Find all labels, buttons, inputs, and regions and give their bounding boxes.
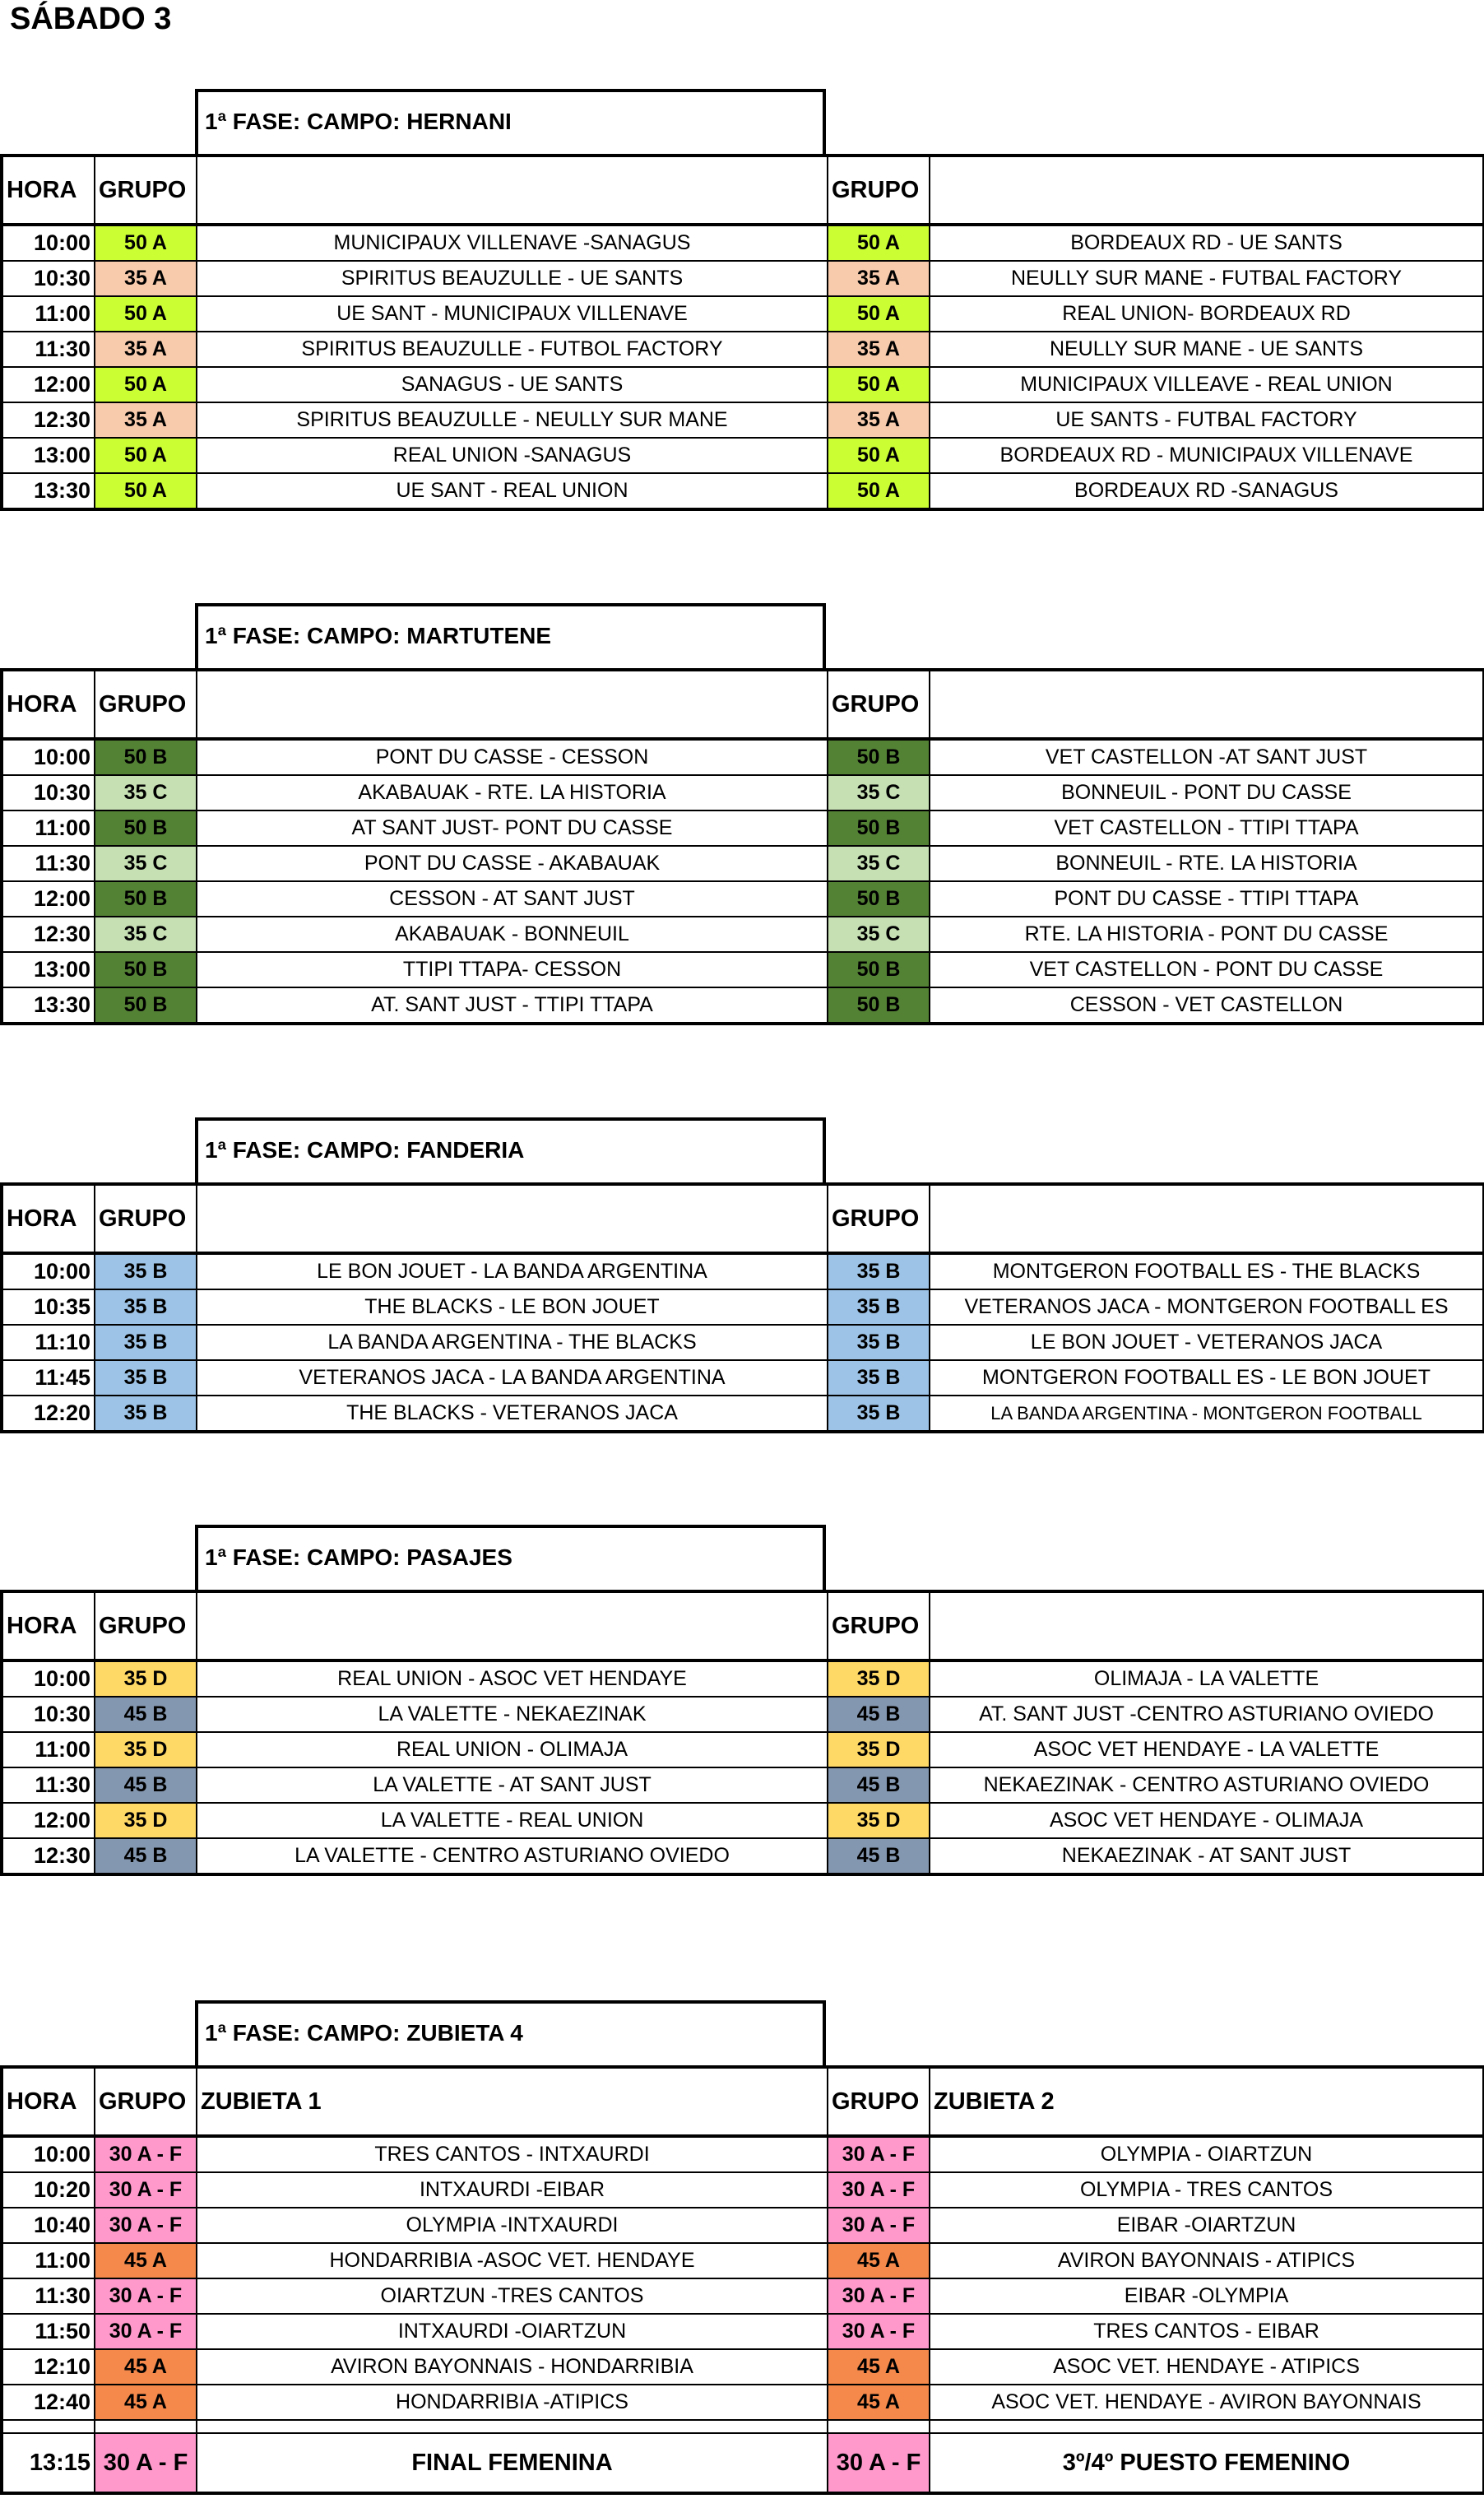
match-time: 10:00 [2,225,95,261]
field-title: 1ª FASE: CAMPO: FANDERIA [195,1117,826,1182]
match-field-2: LA BANDA ARGENTINA - MONTGERON FOOTBALL [930,1396,1484,1432]
group-badge: 35 B [95,1396,197,1432]
empty-cell [2,2420,95,2433]
group-badge: 50 B [95,881,197,917]
field-1-header [197,1184,828,1253]
match-time: 11:50 [2,2314,95,2349]
final-match: FINAL FEMENINA [197,2433,828,2493]
match-field-1: SPIRITUS BEAUZULLE - UE SANTS [197,261,828,296]
match-field-1: THE BLACKS - LE BON JOUET [197,1289,828,1325]
empty-cell [930,2420,1484,2433]
match-field-1: PONT DU CASSE - AKABAUAK [197,846,828,881]
match-time: 11:30 [2,332,95,367]
field-title: 1ª FASE: CAMPO: MARTUTENE [195,603,826,668]
group-badge: 35 A [95,402,197,438]
field-1-header: ZUBIETA 1 [197,2067,828,2136]
grupo-header: GRUPO [828,2067,930,2136]
match-field-2: ASOC VET HENDAYE - OLIMAJA [930,1803,1484,1838]
match-field-2: BORDEAUX RD - UE SANTS [930,225,1484,261]
group-badge: 50 A [828,367,930,402]
group-badge: 35 B [828,1360,930,1396]
field-title: 1ª FASE: CAMPO: ZUBIETA 4 [195,2000,826,2065]
group-badge: 50 B [828,952,930,987]
grupo-header: GRUPO [95,670,197,739]
grupo-header: GRUPO [95,1184,197,1253]
match-field-2: VET CASTELLON - PONT DU CASSE [930,952,1484,987]
field-2-header [930,1591,1484,1660]
match-row [2,1325,1484,1360]
match-field-1: UE SANT - MUNICIPAUX VILLENAVE [197,296,828,332]
match-row [2,2136,1484,2172]
match-field-2: REAL UNION- BORDEAUX RD [930,296,1484,332]
group-badge: 35 A [95,261,197,296]
group-badge: 35 C [828,917,930,952]
group-badge: 45 B [95,1697,197,1732]
group-badge: 35 D [828,1803,930,1838]
group-badge: 45 B [95,1838,197,1874]
match-field-1: CESSON - AT SANT JUST [197,881,828,917]
match-time: 11:00 [2,1732,95,1767]
group-badge: 45 A [828,2385,930,2420]
match-time: 13:30 [2,987,95,1024]
schedule-table [0,1590,1484,1876]
field-title: 1ª FASE: CAMPO: HERNANI [195,89,826,154]
group-badge: 50 A [828,225,930,261]
group-badge: 45 A [828,2349,930,2385]
header-row [2,2067,1484,2136]
match-field-1: MUNICIPAUX VILLENAVE -SANAGUS [197,225,828,261]
grupo-header: GRUPO [95,156,197,225]
group-badge: 35 A [828,402,930,438]
group-badge: 30 A - F [828,2314,930,2349]
match-field-1: LE BON JOUET - LA BANDA ARGENTINA [197,1253,828,1289]
match-field-1: LA BANDA ARGENTINA - THE BLACKS [197,1325,828,1360]
match-field-2: NEULLY SUR MANE - UE SANTS [930,332,1484,367]
match-field-1: REAL UNION - ASOC VET HENDAYE [197,1660,828,1697]
group-badge: 30 A - F [95,2433,197,2493]
match-row [2,952,1484,987]
match-field-1: LA VALETTE - NEKAEZINAK [197,1697,828,1732]
match-row [2,402,1484,438]
match-time: 11:00 [2,810,95,846]
match-field-1: SANAGUS - UE SANTS [197,367,828,402]
match-time: 10:40 [2,2208,95,2243]
match-time: 11:00 [2,296,95,332]
grupo-header: GRUPO [828,1591,930,1660]
group-badge: 50 A [95,367,197,402]
match-row [2,917,1484,952]
group-badge: 35 C [828,775,930,810]
match-field-2: BONNEUIL - PONT DU CASSE [930,775,1484,810]
group-badge: 35 B [828,1396,930,1432]
match-time: 13:00 [2,438,95,473]
match-field-1: LA VALETTE - AT SANT JUST [197,1767,828,1803]
match-field-1: OLYMPIA -INTXAURDI [197,2208,828,2243]
group-badge: 50 A [95,225,197,261]
group-badge: 30 A - F [828,2208,930,2243]
third-place-match: 3º/4º PUESTO FEMENINO [930,2433,1484,2493]
group-badge: 50 B [95,810,197,846]
match-field-2: NEKAEZINAK - AT SANT JUST [930,1838,1484,1874]
group-badge: 50 B [95,952,197,987]
match-time: 12:40 [2,2385,95,2420]
match-field-1: AKABAUAK - BONNEUIL [197,917,828,952]
group-badge: 30 A - F [828,2172,930,2208]
grupo-header: GRUPO [828,156,930,225]
match-field-2: OLYMPIA - OIARTZUN [930,2136,1484,2172]
match-time: 11:30 [2,846,95,881]
match-field-2: MONTGERON FOOTBALL ES - THE BLACKS [930,1253,1484,1289]
match-time: 10:30 [2,1697,95,1732]
hora-header: HORA [2,1184,95,1253]
grupo-header: GRUPO [95,1591,197,1660]
group-badge: 45 A [95,2385,197,2420]
match-field-1: THE BLACKS - VETERANOS JACA [197,1396,828,1432]
match-row [2,438,1484,473]
group-badge: 35 B [95,1289,197,1325]
spacer-row [2,2420,1484,2433]
match-time: 10:00 [2,2136,95,2172]
group-badge: 45 B [828,1838,930,1874]
match-time: 12:00 [2,1803,95,1838]
match-field-2: VET CASTELLON -AT SANT JUST [930,739,1484,775]
match-time: 13:15 [2,2433,95,2493]
match-field-1: UE SANT - REAL UNION [197,473,828,509]
match-row [2,881,1484,917]
group-badge: 30 A - F [95,2136,197,2172]
group-badge: 50 B [95,987,197,1024]
match-time: 11:45 [2,1360,95,1396]
group-badge: 50 B [828,739,930,775]
group-badge: 50 A [95,296,197,332]
match-field-1: AVIRON BAYONNAIS - HONDARRIBIA [197,2349,828,2385]
group-badge: 50 A [828,296,930,332]
match-time: 10:30 [2,261,95,296]
group-badge: 35 D [95,1803,197,1838]
match-field-1: REAL UNION -SANAGUS [197,438,828,473]
schedule-table [0,1182,1484,1433]
group-badge: 50 B [828,810,930,846]
hora-header: HORA [2,1591,95,1660]
hora-header: HORA [2,670,95,739]
match-time: 10:00 [2,1253,95,1289]
match-time: 10:20 [2,2172,95,2208]
match-row [2,775,1484,810]
match-field-2: NEULLY SUR MANE - FUTBAL FACTORY [930,261,1484,296]
group-badge: 50 B [828,987,930,1024]
group-badge: 45 A [95,2349,197,2385]
match-time: 10:35 [2,1289,95,1325]
hora-header: HORA [2,2067,95,2136]
match-time: 11:30 [2,2278,95,2314]
group-badge: 35 D [828,1660,930,1697]
field-2-header [930,670,1484,739]
group-badge: 35 C [95,917,197,952]
match-time: 12:30 [2,917,95,952]
group-badge: 35 D [95,1732,197,1767]
match-row [2,1732,1484,1767]
match-row [2,2243,1484,2278]
match-field-2: ASOC VET HENDAYE - LA VALETTE [930,1732,1484,1767]
header-row [2,1591,1484,1660]
match-field-2: MONTGERON FOOTBALL ES - LE BON JOUET [930,1360,1484,1396]
header-row [2,670,1484,739]
group-badge: 35 B [828,1253,930,1289]
match-field-1: REAL UNION - OLIMAJA [197,1732,828,1767]
match-field-2: AVIRON BAYONNAIS - ATIPICS [930,2243,1484,2278]
grupo-header: GRUPO [828,1184,930,1253]
match-field-1: INTXAURDI -EIBAR [197,2172,828,2208]
match-field-2: BORDEAUX RD -SANAGUS [930,473,1484,509]
match-row [2,2349,1484,2385]
match-field-2: MUNICIPAUX VILLEAVE - REAL UNION [930,367,1484,402]
group-badge: 45 A [828,2243,930,2278]
match-time: 13:30 [2,473,95,509]
schedule-table [0,2065,1484,2495]
group-badge: 35 B [828,1289,930,1325]
match-field-2: OLIMAJA - LA VALETTE [930,1660,1484,1697]
match-field-2: ASOC VET. HENDAYE - AVIRON BAYONNAIS [930,2385,1484,2420]
hora-header: HORA [2,156,95,225]
match-row [2,1360,1484,1396]
schedule-table [0,668,1484,1025]
page-title: SÁBADO 3 [10,2,172,36]
group-badge: 30 A - F [95,2172,197,2208]
grupo-header: GRUPO [828,670,930,739]
group-badge: 35 B [828,1325,930,1360]
match-row [2,987,1484,1024]
match-time: 12:00 [2,881,95,917]
match-field-2: PONT DU CASSE - TTIPI TTAPA [930,881,1484,917]
match-time: 10:00 [2,739,95,775]
group-badge: 35 C [95,846,197,881]
group-badge: 45 B [95,1767,197,1803]
group-badge: 50 A [828,473,930,509]
field-title: 1ª FASE: CAMPO: PASAJES [195,1525,826,1590]
match-row [2,1767,1484,1803]
group-badge: 45 A [95,2243,197,2278]
match-row [2,1289,1484,1325]
match-time: 11:10 [2,1325,95,1360]
match-row [2,2278,1484,2314]
match-row [2,1660,1484,1697]
match-row [2,473,1484,509]
match-field-1: AT SANT JUST- PONT DU CASSE [197,810,828,846]
group-badge: 30 A - F [828,2136,930,2172]
match-field-1: AKABAUAK - RTE. LA HISTORIA [197,775,828,810]
match-row [2,1803,1484,1838]
match-row [2,367,1484,402]
match-row [2,739,1484,775]
match-row [2,2208,1484,2243]
match-field-1: HONDARRIBIA -ATIPICS [197,2385,828,2420]
field-1-header [197,670,828,739]
match-field-2: OLYMPIA - TRES CANTOS [930,2172,1484,2208]
match-field-2: BONNEUIL - RTE. LA HISTORIA [930,846,1484,881]
match-field-1: TTIPI TTAPA- CESSON [197,952,828,987]
group-badge: 50 B [95,739,197,775]
match-field-1: LA VALETTE - CENTRO ASTURIANO OVIEDO [197,1838,828,1874]
group-badge: 35 A [828,332,930,367]
group-badge: 50 A [95,473,197,509]
match-field-2: LE BON JOUET - VETERANOS JACA [930,1325,1484,1360]
match-field-2: AT. SANT JUST -CENTRO ASTURIANO OVIEDO [930,1697,1484,1732]
match-row [2,225,1484,261]
group-badge: 30 A - F [95,2278,197,2314]
match-field-2: VET CASTELLON - TTIPI TTAPA [930,810,1484,846]
match-field-1: TRES CANTOS - INTXAURDI [197,2136,828,2172]
field-2-header: ZUBIETA 2 [930,2067,1484,2136]
match-field-2: CESSON - VET CASTELLON [930,987,1484,1024]
match-field-2: EIBAR -OIARTZUN [930,2208,1484,2243]
match-field-1: HONDARRIBIA -ASOC VET. HENDAYE [197,2243,828,2278]
match-field-1: SPIRITUS BEAUZULLE - FUTBOL FACTORY [197,332,828,367]
field-2-header [930,1184,1484,1253]
match-field-2: TRES CANTOS - EIBAR [930,2314,1484,2349]
grupo-header: GRUPO [95,2067,197,2136]
match-time: 12:30 [2,1838,95,1874]
field-1-header [197,156,828,225]
match-row [2,261,1484,296]
empty-cell [95,2420,197,2433]
match-field-2: VETERANOS JACA - MONTGERON FOOTBALL ES [930,1289,1484,1325]
match-time: 10:00 [2,1660,95,1697]
match-field-1: OIARTZUN -TRES CANTOS [197,2278,828,2314]
match-row [2,846,1484,881]
group-badge: 35 D [95,1660,197,1697]
match-time: 10:30 [2,775,95,810]
match-field-2: UE SANTS - FUTBAL FACTORY [930,402,1484,438]
match-field-1: LA VALETTE - REAL UNION [197,1803,828,1838]
header-row [2,1184,1484,1253]
match-row [2,1253,1484,1289]
group-badge: 35 A [95,332,197,367]
match-field-2: NEKAEZINAK - CENTRO ASTURIANO OVIEDO [930,1767,1484,1803]
group-badge: 35 C [95,775,197,810]
match-row [2,2172,1484,2208]
match-field-1: INTXAURDI -OIARTZUN [197,2314,828,2349]
group-badge: 45 B [828,1767,930,1803]
schedule-table [0,154,1484,511]
match-time: 11:00 [2,2243,95,2278]
group-badge: 35 C [828,846,930,881]
match-field-1: PONT DU CASSE - CESSON [197,739,828,775]
field-2-header [930,156,1484,225]
match-field-1: SPIRITUS BEAUZULLE - NEULLY SUR MANE [197,402,828,438]
group-badge: 35 B [95,1360,197,1396]
match-time: 13:00 [2,952,95,987]
group-badge: 35 B [95,1325,197,1360]
match-time: 11:30 [2,1767,95,1803]
match-row [2,332,1484,367]
group-badge: 30 A - F [95,2208,197,2243]
match-time: 12:00 [2,367,95,402]
match-row [2,1838,1484,1874]
group-badge: 50 B [828,881,930,917]
group-badge: 50 A [828,438,930,473]
match-field-1: VETERANOS JACA - LA BANDA ARGENTINA [197,1360,828,1396]
group-badge: 30 A - F [828,2433,930,2493]
field-1-header [197,1591,828,1660]
group-badge: 35 A [828,261,930,296]
match-time: 12:20 [2,1396,95,1432]
group-badge: 35 B [95,1253,197,1289]
match-field-2: RTE. LA HISTORIA - PONT DU CASSE [930,917,1484,952]
match-field-2: ASOC VET. HENDAYE - ATIPICS [930,2349,1484,2385]
match-field-2: EIBAR -OLYMPIA [930,2278,1484,2314]
group-badge: 30 A - F [828,2278,930,2314]
match-row [2,1396,1484,1432]
group-badge: 35 D [828,1732,930,1767]
empty-cell [197,2420,828,2433]
match-row [2,296,1484,332]
header-row [2,156,1484,225]
empty-cell [828,2420,930,2433]
match-field-2: BORDEAUX RD - MUNICIPAUX VILLENAVE [930,438,1484,473]
match-time: 12:10 [2,2349,95,2385]
group-badge: 45 B [828,1697,930,1732]
match-row [2,1697,1484,1732]
final-row [2,2433,1484,2493]
match-row [2,810,1484,846]
group-badge: 30 A - F [95,2314,197,2349]
match-row [2,2385,1484,2420]
group-badge: 50 A [95,438,197,473]
match-field-1: AT. SANT JUST - TTIPI TTAPA [197,987,828,1024]
match-time: 12:30 [2,402,95,438]
match-row [2,2314,1484,2349]
